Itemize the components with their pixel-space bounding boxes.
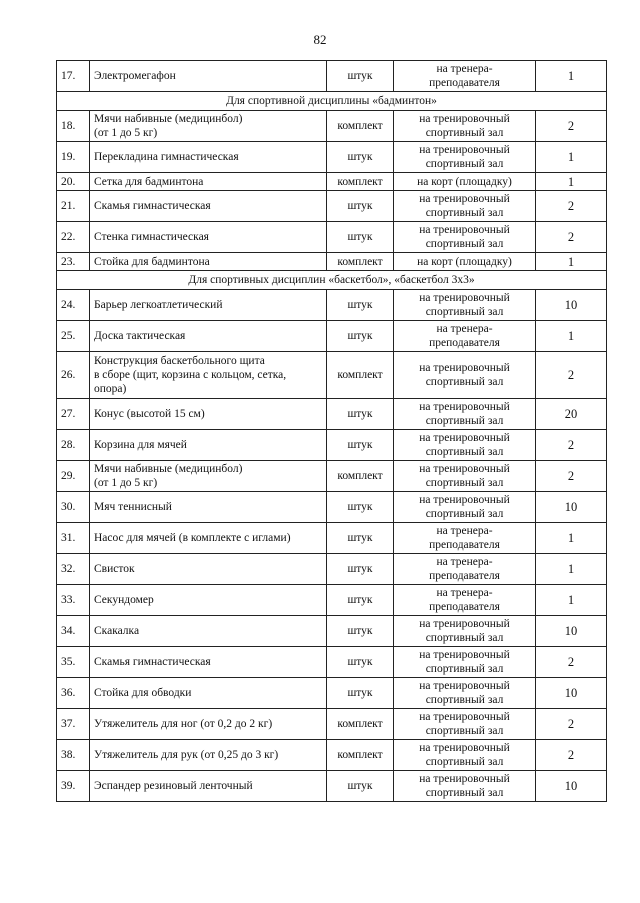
item-destination: на тренировочный спортивный зал [394,191,536,222]
item-quantity: 2 [536,647,607,678]
row-number: 32. [57,554,90,585]
item-unit: штук [327,585,394,616]
row-number: 35. [57,647,90,678]
item-quantity: 1 [536,61,607,92]
item-destination: на тренера- преподавателя [394,554,536,585]
item-unit: штук [327,647,394,678]
table-row [57,585,607,616]
table-row [57,492,607,523]
item-unit: штук [327,61,394,92]
table-row [57,740,607,771]
item-name: Перекладина гимнастическая [90,142,327,173]
section-title: Для спортивных дисциплин «баскетбол», «баскетбол 3х3» [57,271,607,290]
item-quantity: 10 [536,290,607,321]
row-number: 33. [57,585,90,616]
item-destination: на корт (площадку) [394,253,536,271]
item-name: Корзина для мячей [90,430,327,461]
table-row [57,771,607,802]
item-unit: штук [327,430,394,461]
item-unit: штук [327,290,394,321]
item-destination: на тренировочный спортивный зал [394,678,536,709]
table-row [57,616,607,647]
table-row [57,253,607,271]
item-name: Эспандер резиновый ленточный [90,771,327,802]
item-quantity: 2 [536,709,607,740]
item-destination: на тренировочный спортивный зал [394,461,536,492]
row-number: 26. [57,352,90,399]
item-destination: на тренировочный спортивный зал [394,111,536,142]
row-number: 23. [57,253,90,271]
item-name: Свисток [90,554,327,585]
item-destination: на тренировочный спортивный зал [394,430,536,461]
row-number: 30. [57,492,90,523]
table-row [57,321,607,352]
table-row [57,142,607,173]
item-unit: комплект [327,111,394,142]
item-unit: комплект [327,461,394,492]
item-quantity: 1 [536,523,607,554]
item-destination: на тренировочный спортивный зал [394,142,536,173]
row-number: 25. [57,321,90,352]
row-number: 17. [57,61,90,92]
row-number: 18. [57,111,90,142]
item-destination: на тренировочный спортивный зал [394,740,536,771]
item-unit: штук [327,142,394,173]
item-quantity: 2 [536,111,607,142]
row-number: 19. [57,142,90,173]
table-row [57,61,607,92]
table-row [57,678,607,709]
table-row [57,709,607,740]
item-unit: штук [327,191,394,222]
item-unit: штук [327,523,394,554]
row-number: 38. [57,740,90,771]
row-number: 28. [57,430,90,461]
item-quantity: 10 [536,678,607,709]
item-unit: штук [327,554,394,585]
row-number: 39. [57,771,90,802]
item-quantity: 1 [536,173,607,191]
item-quantity: 1 [536,253,607,271]
page-number: 82 [313,32,327,47]
item-name: Конус (высотой 15 см) [90,399,327,430]
item-name: Мячи набивные (медицинбол) (от 1 до 5 кг) [90,461,327,492]
equipment-table [56,60,607,802]
item-destination: на тренировочный спортивный зал [394,352,536,399]
item-unit: комплект [327,740,394,771]
item-name: Доска тактическая [90,321,327,352]
item-name: Стойка для обводки [90,678,327,709]
item-unit: штук [327,321,394,352]
table-row [57,523,607,554]
item-destination: на тренировочный спортивный зал [394,771,536,802]
item-quantity: 2 [536,222,607,253]
item-quantity: 20 [536,399,607,430]
item-unit: комплект [327,709,394,740]
item-name: Скакалка [90,616,327,647]
item-quantity: 1 [536,142,607,173]
item-destination: на тренировочный спортивный зал [394,616,536,647]
item-destination: на корт (площадку) [394,173,536,191]
item-name: Барьер легкоатлетический [90,290,327,321]
equipment-table-body [57,61,607,802]
table-row [57,647,607,678]
item-unit: штук [327,771,394,802]
section-row [57,92,607,111]
table-row [57,554,607,585]
row-number: 29. [57,461,90,492]
item-quantity: 1 [536,554,607,585]
table-row [57,222,607,253]
item-name: Конструкция баскетбольного щита в сборе (щит, корзина с кольцом, сетка, опора) [90,352,327,399]
table-row [57,173,607,191]
table-row [57,290,607,321]
row-number: 24. [57,290,90,321]
item-name: Секундомер [90,585,327,616]
item-quantity: 2 [536,740,607,771]
item-unit: штук [327,399,394,430]
item-unit: комплект [327,173,394,191]
item-name: Утяжелитель для рук (от 0,25 до 3 кг) [90,740,327,771]
table-row [57,352,607,399]
item-destination: на тренировочный спортивный зал [394,222,536,253]
item-destination: на тренера- преподавателя [394,321,536,352]
table-row [57,399,607,430]
item-name: Насос для мячей (в комплекте с иглами) [90,523,327,554]
item-quantity: 10 [536,771,607,802]
row-number: 34. [57,616,90,647]
item-destination: на тренера- преподавателя [394,523,536,554]
item-destination: на тренировочный спортивный зал [394,290,536,321]
item-unit: штук [327,222,394,253]
section-row [57,271,607,290]
section-title: Для спортивной дисциплины «бадминтон» [57,92,607,111]
item-quantity: 2 [536,191,607,222]
item-destination: на тренировочный спортивный зал [394,709,536,740]
item-destination: на тренера- преподавателя [394,585,536,616]
item-name: Мяч теннисный [90,492,327,523]
item-name: Стойка для бадминтона [90,253,327,271]
item-quantity: 1 [536,321,607,352]
table-row [57,461,607,492]
row-number: 21. [57,191,90,222]
item-unit: штук [327,678,394,709]
item-quantity: 1 [536,585,607,616]
row-number: 20. [57,173,90,191]
item-unit: штук [327,492,394,523]
item-quantity: 2 [536,461,607,492]
row-number: 22. [57,222,90,253]
item-destination: на тренера- преподавателя [394,61,536,92]
item-unit: комплект [327,253,394,271]
item-unit: штук [327,616,394,647]
item-quantity: 2 [536,430,607,461]
item-name: Стенка гимнастическая [90,222,327,253]
item-destination: на тренировочный спортивный зал [394,647,536,678]
table-row [57,430,607,461]
item-destination: на тренировочный спортивный зал [394,399,536,430]
row-number: 36. [57,678,90,709]
item-name: Электромегафон [90,61,327,92]
item-unit: комплект [327,352,394,399]
item-quantity: 10 [536,616,607,647]
item-name: Сетка для бадминтона [90,173,327,191]
item-name: Скамья гимнастическая [90,191,327,222]
item-name: Мячи набивные (медицинбол) (от 1 до 5 кг) [90,111,327,142]
table-row [57,191,607,222]
item-name: Скамья гимнастическая [90,647,327,678]
item-destination: на тренировочный спортивный зал [394,492,536,523]
row-number: 27. [57,399,90,430]
row-number: 37. [57,709,90,740]
item-name: Утяжелитель для ног (от 0,2 до 2 кг) [90,709,327,740]
item-quantity: 10 [536,492,607,523]
table-row [57,111,607,142]
item-quantity: 2 [536,352,607,399]
row-number: 31. [57,523,90,554]
